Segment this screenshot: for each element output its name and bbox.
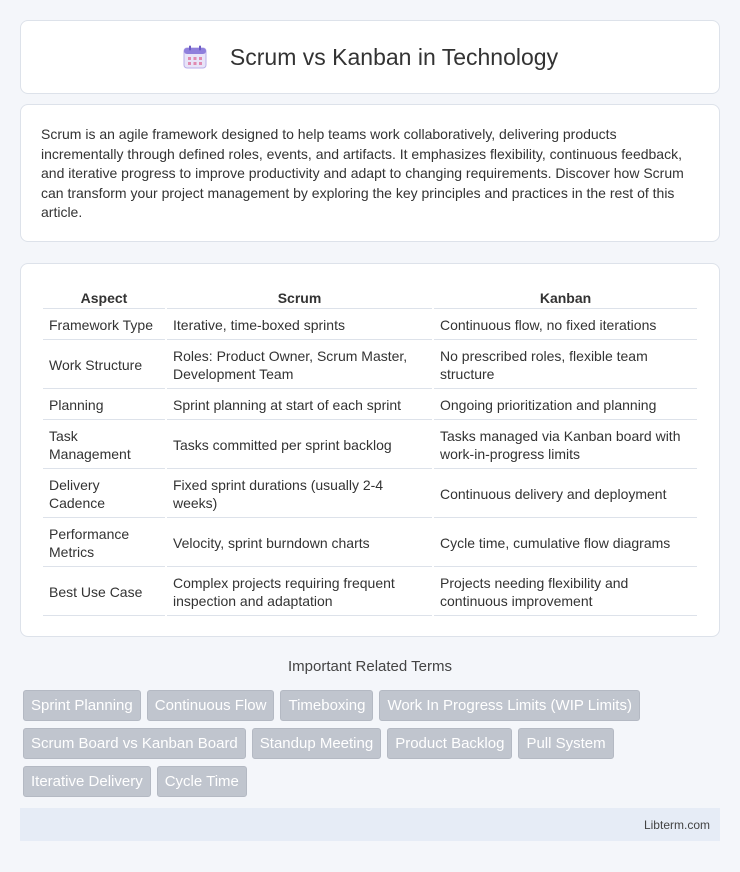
header-card	[20, 20, 720, 94]
intro-text: Scrum is an agile framework designed to help teams work collaboratively, delivering products incrementally through defined roles, events, and artifacts. It emphasizes flexibility, continuous feedback, and iterative progress to improve productivity and adapt to changing requirements. Discover how Scrum can transform your project management by exploring the key principles and practices in the rest of this article.	[41, 126, 684, 220]
table-cell: Iterative, time-boxed sprints	[167, 311, 432, 340]
table-cell: Continuous delivery and deployment	[434, 471, 697, 518]
header-aspect: Aspect	[43, 286, 165, 309]
table-cell: Framework Type	[43, 311, 165, 340]
tag-wip-limits[interactable]: Work In Progress Limits (WIP Limits)	[379, 690, 639, 721]
table-row	[43, 342, 697, 389]
comparison-table	[41, 284, 699, 618]
table-cell: Sprint planning at start of each sprint	[167, 391, 432, 420]
header-kanban: Kanban	[434, 286, 697, 309]
page-title: Scrum vs Kanban in Technology	[229, 43, 559, 70]
table-cell: No prescribed roles, flexible team structure	[434, 342, 697, 389]
tag-sprint-planning[interactable]: Sprint Planning	[23, 690, 141, 721]
tag-timeboxing[interactable]: Timeboxing	[280, 690, 373, 721]
table-cell: Roles: Product Owner, Scrum Master, Development Team	[167, 342, 432, 389]
tag-iterative-delivery[interactable]: Iterative Delivery	[23, 766, 151, 797]
comparison-table-card	[20, 263, 720, 637]
intro-card	[20, 104, 720, 242]
table-row	[43, 471, 697, 518]
table-cell: Velocity, sprint burndown charts	[167, 520, 432, 567]
table-row	[43, 422, 697, 469]
table-cell: Planning	[43, 391, 165, 420]
table-cell: Best Use Case	[43, 569, 165, 616]
footer-site-link[interactable]: Libterm.com	[643, 818, 710, 832]
tag-product-backlog[interactable]: Product Backlog	[387, 728, 512, 759]
table-cell: Task Management	[43, 422, 165, 469]
table-cell: Fixed sprint durations (usually 2-4 weeks)	[167, 471, 432, 518]
tag-continuous-flow[interactable]: Continuous Flow	[147, 690, 275, 721]
related-terms-tags	[23, 690, 723, 804]
table-header-row	[43, 286, 697, 309]
table-cell: Complex projects requiring frequent inspection and adaptation	[167, 569, 432, 616]
table-row	[43, 391, 697, 420]
tag-standup-meeting[interactable]: Standup Meeting	[252, 728, 381, 759]
table-cell: Ongoing prioritization and planning	[434, 391, 697, 420]
footer	[20, 808, 720, 841]
table-cell: Cycle time, cumulative flow diagrams	[434, 520, 697, 567]
tag-scrum-board-vs-kanban-board[interactable]: Scrum Board vs Kanban Board	[23, 728, 246, 759]
tag-pull-system[interactable]: Pull System	[518, 728, 613, 759]
table-cell: Performance Metrics	[43, 520, 165, 567]
table-cell: Work Structure	[43, 342, 165, 389]
header-scrum: Scrum	[167, 286, 432, 309]
related-terms-title: Important Related Terms	[288, 658, 452, 675]
table-cell: Projects needing flexibility and continuous improvement	[434, 569, 697, 616]
tag-cycle-time[interactable]: Cycle Time	[157, 766, 247, 797]
table-row	[43, 311, 697, 340]
calendar-icon	[182, 44, 208, 70]
table-row	[43, 569, 697, 616]
table-cell: Tasks committed per sprint backlog	[167, 422, 432, 469]
table-cell: Delivery Cadence	[43, 471, 165, 518]
table-cell: Continuous flow, no fixed iterations	[434, 311, 697, 340]
table-cell: Tasks managed via Kanban board with work-in-progress limits	[434, 422, 697, 469]
table-row	[43, 520, 697, 567]
